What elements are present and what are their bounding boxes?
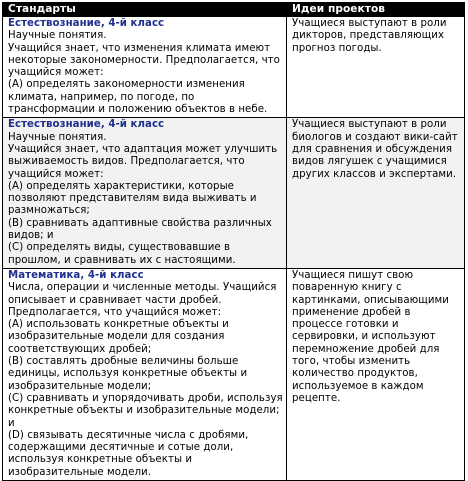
standard-line: (C) сравнивать и упорядочивать дроби, используя конкретные объекты и изобразительные модели; и <box>8 392 283 429</box>
standards-cell <box>3 17 287 118</box>
standards-table <box>2 2 465 481</box>
project-idea-cell <box>287 17 465 118</box>
standard-line: (A) определять закономерности изменения климата, например, по погоде, по трансформации и положению объектов в небе. <box>8 79 268 116</box>
table-row <box>3 17 465 118</box>
subject-title: Математика, 4-й класс <box>8 269 144 281</box>
project-idea-cell <box>287 118 465 269</box>
project-idea-text: Учащиеся выступают в роли дикторов, представляющих прогноз погоды. <box>292 18 447 54</box>
header-standards: Стандарты <box>3 3 287 17</box>
standard-line: Учащийся знает, что изменения климата имеют некоторые закономерности. Предполагается, что учащийся может: <box>8 42 280 79</box>
standard-line: (A) использовать конкретные объекты и изобразительные модели для создания соответствующих дробей; <box>8 319 229 355</box>
standard-line: (C) определять виды, существовавшие в прошлом, и сравнивать их с настоящими. <box>8 242 236 266</box>
table-row <box>3 268 465 480</box>
project-idea-text: Учащиеся выступают в роли биологов и создают вики-сайт для сравнения и обсуждения видов лягушек с учащимися других классов и экспертами. <box>292 119 458 180</box>
standard-line: (B) сравнивать адаптивные свойства различных видов; и <box>8 217 272 242</box>
table-row <box>3 118 465 269</box>
standards-cell <box>3 268 287 480</box>
project-idea-cell <box>287 268 465 480</box>
standard-line: (A) определять характеристики, которые позволяют представителям вида выживать и размножаться; <box>8 180 257 217</box>
subject-title: Естествознание, 4-й класс <box>8 119 165 131</box>
header-project-ideas: Идеи проектов <box>287 3 465 17</box>
standard-line: Научные понятия. <box>8 131 107 143</box>
standard-line: (D) связывать десятичные числа с дробями, содержащими десятичные и сотые доли, используя конкретные объекты и изобразительные модели. <box>8 429 249 478</box>
standard-line: Числа, операции и численные методы. Учащийся описывает и сравнивает части дробей. Предполагается, что учащийся может: <box>8 282 277 318</box>
standard-line: Научные понятия. <box>8 30 107 42</box>
standard-line: (B) составлять дробные величины больше единицы, используя конкретные объекты и изобразительные модели; <box>8 356 248 392</box>
header-row <box>3 3 465 17</box>
subject-title: Естествознание, 4-й класс <box>8 18 165 29</box>
standards-cell <box>3 118 287 269</box>
standard-line: Учащийся знает, что адаптация может улучшить выживаемость видов. Предполагается, что учащийся может: <box>8 143 278 180</box>
project-idea-text: Учащиеся пишут свою поваренную книгу с картинками, описывающими применение дробей в процессе готовки и сервировки, и используют перемножение дробей для того, чтобы изменить количество продуктов, используемое в каждом рецепте. <box>292 269 449 404</box>
